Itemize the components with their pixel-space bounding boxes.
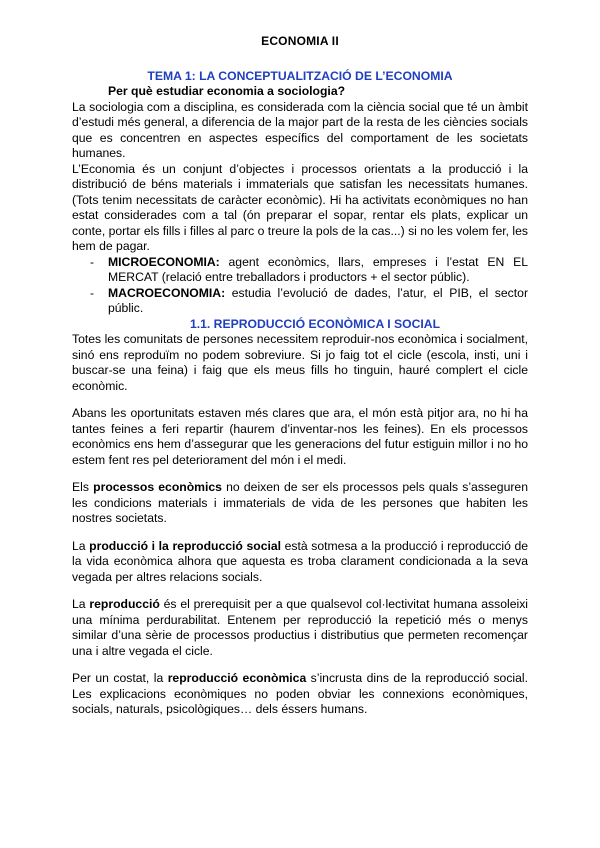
intro-paragraph-1: La sociologia com a disciplina, es considerada com la ciència social que té un àmbit d’estudi més general, a diferencia de la major part de la resta de les ciències socials que es concentren en aspectes específics del comportament de les societats humanes. [72, 99, 528, 160]
bold-term: producció i la reproducció social [89, 538, 282, 553]
section-paragraph-2: Abans les oportunitats estaven més clares que ara, el món està pitjor ara, no hi ha tantes feines a feri repartir (haurem d’inventar-nos les feines). En els processos econòmics ens hem d’assegurar que les generacions del futur estiguin millor i no ho estem fent res pel deteriorament del món i el medi. [72, 406, 528, 467]
section-title: 1.1. REPRODUCCIÓ ECONÒMICA I SOCIAL [189, 316, 441, 331]
section-paragraph-6 [72, 671, 528, 718]
list-item-macroeconomia [72, 286, 528, 317]
text-run: Els [72, 480, 94, 494]
section-paragraph-4 [72, 539, 528, 586]
section-paragraph-3 [72, 480, 528, 527]
text-run: és el prerequisit per a que qualsevol col·lectivitat humana assoleixi una mínima perdurabilitat. Entenem per reproducció la repetició més o menys similar d’una sèrie de processos productius i distributius que permeten recomençar una i altre vegada el cicle. [72, 597, 528, 658]
tema-question: Per què estudiar economia a sociologia? [108, 84, 346, 98]
list-text: estudia l’evolució de dades, l’atur, el PIB, el sector públic. [108, 285, 528, 315]
text-run: La [72, 597, 90, 611]
bold-term: processos econòmics [93, 480, 222, 494]
document-title: ECONOMIA II [261, 34, 339, 48]
bold-term: reproducció econòmica [167, 671, 307, 685]
dash-marker: - [90, 254, 95, 269]
list-text: agent econòmics, llars, empreses i l’estat EN EL MERCAT (relació entre treballadors i productors + el sector públic). [108, 254, 528, 284]
section-paragraph-5 [72, 597, 528, 659]
tema-title: TEMA 1: LA CONCEPTUALITZACIÓ DE L’ECONOMIA [147, 68, 453, 83]
text-run: s’incrusta dins de la reproducció social. Les explicacions econòmiques no poden obviar les connexions econòmiques, socials, naturals, psicològiques… dels éssers humans. [72, 671, 528, 716]
bold-term: reproducció [89, 597, 160, 611]
list-term: MACROECONOMIA: [108, 285, 226, 300]
text-run: Per un costat, la [72, 671, 168, 685]
intro-paragraph-2: L’Economia és un conjunt d’objectes i processos orientats a la producció i la distribució de béns materials i immaterials que satisfan les necessitats humanes. (Tots tenim necessitats de caràcter econòmic). Hi ha activitats econòmiques no han estat considerades com a tal (ón preparar el sopar, rentar els plats, explicar un conte, portar els fills i filles al parc o treure la pols de la cas...) si no les volem fer, les hem de pagar. [72, 161, 528, 253]
economics-types-list [72, 255, 528, 317]
text-run: no deixen de ser els processos pels quals s’asseguren les condicions materials i immaterials de vida de les persones que habiten les nostres societats. [72, 480, 528, 525]
list-item-microeconomia [72, 255, 528, 286]
document-page [72, 34, 528, 718]
section-paragraph-1: Totes les comunitats de persones necessitem reproduir-nos econòmica i socialment, sinó ens reproduïm no podem sobreviure. Si jo faig tot el cicle (escola, insti, uni i buscar-se una feina) i faig que els meus fills ho tinguin, hauré complert el cicle econòmic. [72, 332, 528, 393]
list-term: MICROECONOMIA: [108, 254, 220, 269]
text-run: La [72, 538, 90, 553]
text-run: està sotmesa a la producció i reproducció de la vida econòmica alhora que aquesta es troba clarament condicionada a la seva vegada per altres relacions socials. [72, 538, 528, 584]
dash-marker: - [90, 285, 95, 300]
